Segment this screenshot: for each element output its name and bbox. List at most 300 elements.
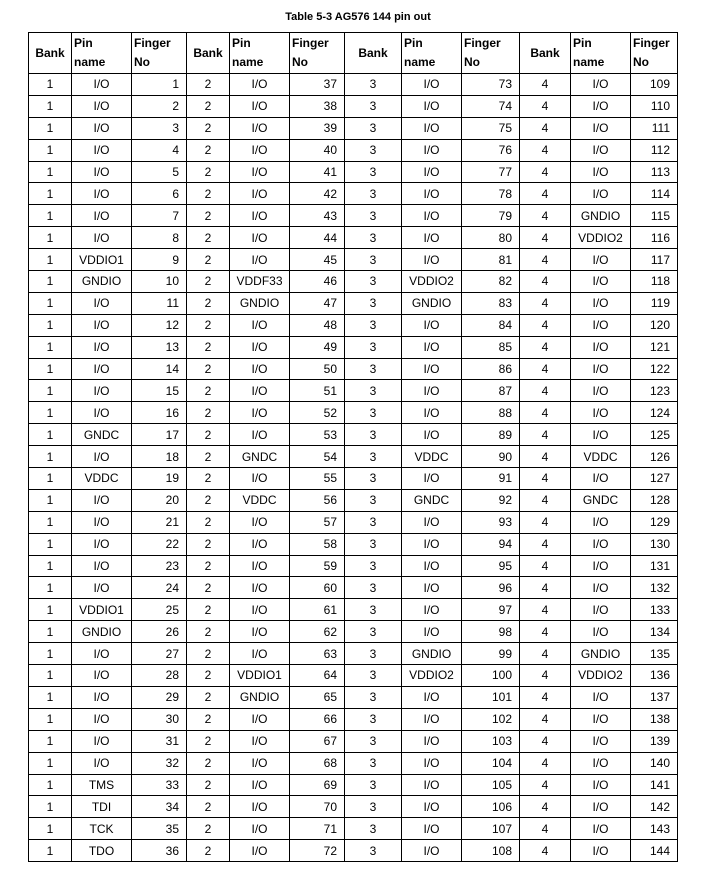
finger-no-cell: 101 xyxy=(462,686,520,708)
finger-no-cell: 46 xyxy=(290,271,345,293)
finger-no-cell: 95 xyxy=(462,555,520,577)
finger-no-cell: 13 xyxy=(132,336,187,358)
pin-name-cell: I/O xyxy=(402,774,462,796)
bank-cell: 4 xyxy=(520,74,571,96)
table-row xyxy=(29,555,678,577)
pin-name-cell: I/O xyxy=(402,577,462,599)
bank-cell: 1 xyxy=(29,468,72,490)
bank-cell: 3 xyxy=(345,533,402,555)
pin-name-cell: GNDC xyxy=(230,446,290,468)
pin-name-cell: I/O xyxy=(402,314,462,336)
finger-no-cell: 33 xyxy=(132,774,187,796)
finger-no-cell: 68 xyxy=(290,752,345,774)
pin-name-cell: I/O xyxy=(571,577,631,599)
pin-name-cell: I/O xyxy=(230,511,290,533)
pin-name-cell: GNDC xyxy=(402,489,462,511)
bank-cell: 1 xyxy=(29,643,72,665)
table-row xyxy=(29,314,678,336)
finger-no-cell: 113 xyxy=(631,161,678,183)
finger-no-cell: 80 xyxy=(462,227,520,249)
bank-cell: 4 xyxy=(520,205,571,227)
bank-cell: 2 xyxy=(187,271,230,293)
finger-no-cell: 24 xyxy=(132,577,187,599)
header-bank: Bank xyxy=(29,33,72,74)
pin-name-cell: I/O xyxy=(230,796,290,818)
finger-no-cell: 18 xyxy=(132,446,187,468)
pin-name-cell: I/O xyxy=(571,95,631,117)
pin-name-cell: I/O xyxy=(72,161,132,183)
finger-no-cell: 53 xyxy=(290,424,345,446)
bank-cell: 4 xyxy=(520,818,571,840)
header-row xyxy=(29,33,678,74)
pin-name-cell: I/O xyxy=(72,139,132,161)
finger-no-cell: 54 xyxy=(290,446,345,468)
bank-cell: 3 xyxy=(345,139,402,161)
bank-cell: 2 xyxy=(187,117,230,139)
bank-cell: 4 xyxy=(520,249,571,271)
finger-no-cell: 124 xyxy=(631,402,678,424)
finger-no-cell: 107 xyxy=(462,818,520,840)
finger-no-cell: 43 xyxy=(290,205,345,227)
finger-no-cell: 19 xyxy=(132,468,187,490)
pin-name-cell: VDDIO2 xyxy=(571,227,631,249)
pin-name-cell: I/O xyxy=(571,555,631,577)
pin-name-cell: I/O xyxy=(230,183,290,205)
finger-no-cell: 121 xyxy=(631,336,678,358)
finger-no-cell: 88 xyxy=(462,402,520,424)
bank-cell: 4 xyxy=(520,95,571,117)
finger-no-cell: 15 xyxy=(132,380,187,402)
bank-cell: 3 xyxy=(345,249,402,271)
finger-no-cell: 102 xyxy=(462,708,520,730)
finger-no-cell: 72 xyxy=(290,840,345,862)
pin-name-cell: I/O xyxy=(72,336,132,358)
pin-name-cell: I/O xyxy=(571,358,631,380)
finger-no-cell: 45 xyxy=(290,249,345,271)
table-row xyxy=(29,621,678,643)
bank-cell: 4 xyxy=(520,424,571,446)
pin-name-cell: I/O xyxy=(72,205,132,227)
table-row xyxy=(29,730,678,752)
pin-name-cell: I/O xyxy=(230,205,290,227)
finger-no-cell: 134 xyxy=(631,621,678,643)
bank-cell: 3 xyxy=(345,840,402,862)
finger-no-cell: 111 xyxy=(631,117,678,139)
table-caption: Table 5-3 AG576 144 pin out xyxy=(285,11,431,23)
bank-cell: 1 xyxy=(29,818,72,840)
table-row xyxy=(29,643,678,665)
table-row xyxy=(29,336,678,358)
finger-no-cell: 130 xyxy=(631,533,678,555)
bank-cell: 3 xyxy=(345,643,402,665)
pin-name-cell: I/O xyxy=(571,511,631,533)
pin-name-cell: VDDC xyxy=(571,446,631,468)
bank-cell: 3 xyxy=(345,686,402,708)
pin-name-cell: I/O xyxy=(402,424,462,446)
bank-cell: 1 xyxy=(29,74,72,96)
bank-cell: 1 xyxy=(29,314,72,336)
pin-name-cell: I/O xyxy=(402,621,462,643)
finger-no-cell: 39 xyxy=(290,117,345,139)
pin-name-cell: I/O xyxy=(230,555,290,577)
pin-name-cell: I/O xyxy=(72,380,132,402)
bank-cell: 4 xyxy=(520,752,571,774)
finger-no-cell: 16 xyxy=(132,402,187,424)
finger-no-cell: 6 xyxy=(132,183,187,205)
bank-cell: 3 xyxy=(345,621,402,643)
pin-name-cell: GNDC xyxy=(72,424,132,446)
bank-cell: 2 xyxy=(187,446,230,468)
finger-no-cell: 59 xyxy=(290,555,345,577)
pin-name-cell: I/O xyxy=(571,161,631,183)
pin-name-cell: I/O xyxy=(402,468,462,490)
finger-no-cell: 21 xyxy=(132,511,187,533)
pin-name-cell: VDDIO1 xyxy=(72,599,132,621)
pin-name-cell: I/O xyxy=(571,314,631,336)
finger-no-cell: 99 xyxy=(462,643,520,665)
pin-name-cell: I/O xyxy=(571,533,631,555)
pin-name-cell: VDDIO1 xyxy=(230,665,290,687)
bank-cell: 4 xyxy=(520,139,571,161)
pin-name-cell: I/O xyxy=(72,95,132,117)
finger-no-cell: 12 xyxy=(132,314,187,336)
finger-no-cell: 139 xyxy=(631,730,678,752)
finger-no-cell: 55 xyxy=(290,468,345,490)
bank-cell: 1 xyxy=(29,533,72,555)
pin-name-cell: I/O xyxy=(571,117,631,139)
bank-cell: 2 xyxy=(187,730,230,752)
finger-no-cell: 1 xyxy=(132,74,187,96)
header-finger-line1: Finger xyxy=(134,36,171,50)
bank-cell: 3 xyxy=(345,577,402,599)
pin-name-cell: VDDC xyxy=(230,489,290,511)
finger-no-cell: 117 xyxy=(631,249,678,271)
finger-no-cell: 47 xyxy=(290,292,345,314)
table-row xyxy=(29,249,678,271)
pin-name-cell: I/O xyxy=(402,117,462,139)
bank-cell: 2 xyxy=(187,818,230,840)
bank-cell: 2 xyxy=(187,752,230,774)
bank-cell: 1 xyxy=(29,511,72,533)
bank-cell: 3 xyxy=(345,292,402,314)
pin-name-cell: I/O xyxy=(230,533,290,555)
bank-cell: 3 xyxy=(345,95,402,117)
bank-cell: 1 xyxy=(29,577,72,599)
bank-cell: 4 xyxy=(520,161,571,183)
bank-cell: 4 xyxy=(520,665,571,687)
pin-name-cell: I/O xyxy=(402,161,462,183)
pin-name-cell: I/O xyxy=(402,74,462,96)
finger-no-cell: 23 xyxy=(132,555,187,577)
finger-no-cell: 40 xyxy=(290,139,345,161)
bank-cell: 4 xyxy=(520,446,571,468)
bank-cell: 3 xyxy=(345,752,402,774)
bank-cell: 1 xyxy=(29,271,72,293)
bank-cell: 4 xyxy=(520,577,571,599)
pin-name-cell: I/O xyxy=(230,380,290,402)
bank-cell: 2 xyxy=(187,468,230,490)
finger-no-cell: 83 xyxy=(462,292,520,314)
finger-no-cell: 20 xyxy=(132,489,187,511)
header-finger-line2: No xyxy=(292,55,308,69)
pin-name-cell: I/O xyxy=(571,468,631,490)
finger-no-cell: 144 xyxy=(631,840,678,862)
pin-name-cell: I/O xyxy=(571,74,631,96)
finger-no-cell: 108 xyxy=(462,840,520,862)
finger-no-cell: 48 xyxy=(290,314,345,336)
bank-cell: 3 xyxy=(345,183,402,205)
bank-cell: 3 xyxy=(345,818,402,840)
pin-name-cell: I/O xyxy=(230,161,290,183)
finger-no-cell: 104 xyxy=(462,752,520,774)
pin-name-cell: I/O xyxy=(230,708,290,730)
pin-name-cell: I/O xyxy=(571,708,631,730)
finger-no-cell: 92 xyxy=(462,489,520,511)
finger-no-cell: 137 xyxy=(631,686,678,708)
pin-name-cell: I/O xyxy=(402,708,462,730)
finger-no-cell: 42 xyxy=(290,183,345,205)
table-row xyxy=(29,468,678,490)
table-row xyxy=(29,840,678,862)
pin-name-cell: I/O xyxy=(571,139,631,161)
bank-cell: 3 xyxy=(345,380,402,402)
finger-no-cell: 129 xyxy=(631,511,678,533)
bank-cell: 1 xyxy=(29,555,72,577)
table-row xyxy=(29,577,678,599)
finger-no-cell: 82 xyxy=(462,271,520,293)
finger-no-cell: 115 xyxy=(631,205,678,227)
bank-cell: 2 xyxy=(187,643,230,665)
finger-no-cell: 87 xyxy=(462,380,520,402)
table-row xyxy=(29,446,678,468)
pin-name-cell: I/O xyxy=(571,752,631,774)
pin-name-cell: I/O xyxy=(402,686,462,708)
finger-no-cell: 96 xyxy=(462,577,520,599)
bank-cell: 2 xyxy=(187,555,230,577)
header-finger-line1: Finger xyxy=(292,36,329,50)
bank-cell: 1 xyxy=(29,117,72,139)
header-finger-no xyxy=(290,33,345,74)
finger-no-cell: 89 xyxy=(462,424,520,446)
pin-name-cell: I/O xyxy=(230,139,290,161)
table-row xyxy=(29,74,678,96)
pin-name-cell: I/O xyxy=(72,665,132,687)
bank-cell: 1 xyxy=(29,95,72,117)
pin-name-cell: I/O xyxy=(402,840,462,862)
finger-no-cell: 65 xyxy=(290,686,345,708)
bank-cell: 2 xyxy=(187,249,230,271)
bank-cell: 4 xyxy=(520,511,571,533)
pin-name-cell: I/O xyxy=(571,336,631,358)
bank-cell: 3 xyxy=(345,117,402,139)
header-pin-name xyxy=(571,33,631,74)
finger-no-cell: 17 xyxy=(132,424,187,446)
table-row xyxy=(29,686,678,708)
pin-name-cell: GNDIO xyxy=(402,643,462,665)
finger-no-cell: 91 xyxy=(462,468,520,490)
bank-cell: 4 xyxy=(520,840,571,862)
finger-no-cell: 62 xyxy=(290,621,345,643)
finger-no-cell: 36 xyxy=(132,840,187,862)
pin-name-cell: I/O xyxy=(72,227,132,249)
header-finger-line1: Finger xyxy=(464,36,501,50)
bank-cell: 1 xyxy=(29,139,72,161)
pin-name-cell: I/O xyxy=(402,796,462,818)
bank-cell: 4 xyxy=(520,730,571,752)
bank-cell: 4 xyxy=(520,358,571,380)
pin-name-cell: I/O xyxy=(72,183,132,205)
finger-no-cell: 106 xyxy=(462,796,520,818)
finger-no-cell: 5 xyxy=(132,161,187,183)
bank-cell: 4 xyxy=(520,796,571,818)
bank-cell: 2 xyxy=(187,708,230,730)
pin-name-cell: I/O xyxy=(72,555,132,577)
table-row xyxy=(29,511,678,533)
finger-no-cell: 84 xyxy=(462,314,520,336)
bank-cell: 3 xyxy=(345,708,402,730)
pin-name-cell: I/O xyxy=(571,249,631,271)
bank-cell: 1 xyxy=(29,336,72,358)
finger-no-cell: 49 xyxy=(290,336,345,358)
finger-no-cell: 76 xyxy=(462,139,520,161)
finger-no-cell: 73 xyxy=(462,74,520,96)
finger-no-cell: 50 xyxy=(290,358,345,380)
table-row xyxy=(29,139,678,161)
finger-no-cell: 41 xyxy=(290,161,345,183)
bank-cell: 1 xyxy=(29,446,72,468)
finger-no-cell: 142 xyxy=(631,796,678,818)
bank-cell: 2 xyxy=(187,205,230,227)
bank-cell: 4 xyxy=(520,468,571,490)
pin-name-cell: I/O xyxy=(402,139,462,161)
bank-cell: 3 xyxy=(345,161,402,183)
finger-no-cell: 98 xyxy=(462,621,520,643)
bank-cell: 2 xyxy=(187,796,230,818)
finger-no-cell: 125 xyxy=(631,424,678,446)
pin-name-cell: I/O xyxy=(402,227,462,249)
finger-no-cell: 136 xyxy=(631,665,678,687)
pin-name-cell: I/O xyxy=(402,752,462,774)
bank-cell: 1 xyxy=(29,599,72,621)
bank-cell: 3 xyxy=(345,336,402,358)
header-pin-line2: name xyxy=(74,55,106,69)
finger-no-cell: 27 xyxy=(132,643,187,665)
pin-name-cell: I/O xyxy=(230,840,290,862)
pin-name-cell: I/O xyxy=(230,468,290,490)
pin-name-cell: I/O xyxy=(571,292,631,314)
finger-no-cell: 78 xyxy=(462,183,520,205)
pin-name-cell: I/O xyxy=(72,314,132,336)
bank-cell: 1 xyxy=(29,708,72,730)
table-row xyxy=(29,708,678,730)
pinout-table xyxy=(28,32,678,862)
pin-name-cell: I/O xyxy=(402,183,462,205)
pin-name-cell: I/O xyxy=(402,380,462,402)
pin-name-cell: I/O xyxy=(72,358,132,380)
pin-name-cell: I/O xyxy=(571,796,631,818)
finger-no-cell: 123 xyxy=(631,380,678,402)
bank-cell: 4 xyxy=(520,489,571,511)
header-finger-no xyxy=(462,33,520,74)
header-pin-name xyxy=(72,33,132,74)
header-finger-line1: Finger xyxy=(633,36,670,50)
finger-no-cell: 37 xyxy=(290,74,345,96)
bank-cell: 1 xyxy=(29,161,72,183)
bank-cell: 4 xyxy=(520,599,571,621)
bank-cell: 4 xyxy=(520,686,571,708)
pin-name-cell: I/O xyxy=(230,117,290,139)
bank-cell: 1 xyxy=(29,402,72,424)
pin-name-cell: VDDIO1 xyxy=(72,249,132,271)
bank-cell: 1 xyxy=(29,840,72,862)
table-row xyxy=(29,665,678,687)
table-row xyxy=(29,117,678,139)
finger-no-cell: 44 xyxy=(290,227,345,249)
finger-no-cell: 69 xyxy=(290,774,345,796)
bank-cell: 2 xyxy=(187,380,230,402)
bank-cell: 3 xyxy=(345,358,402,380)
finger-no-cell: 34 xyxy=(132,796,187,818)
bank-cell: 2 xyxy=(187,511,230,533)
pin-name-cell: I/O xyxy=(72,117,132,139)
table-row xyxy=(29,489,678,511)
finger-no-cell: 93 xyxy=(462,511,520,533)
finger-no-cell: 56 xyxy=(290,489,345,511)
pin-name-cell: I/O xyxy=(571,621,631,643)
finger-no-cell: 66 xyxy=(290,708,345,730)
header-pin-name xyxy=(402,33,462,74)
finger-no-cell: 135 xyxy=(631,643,678,665)
bank-cell: 1 xyxy=(29,205,72,227)
header-pin-line1: Pin xyxy=(74,36,93,50)
table-row xyxy=(29,752,678,774)
pin-name-cell: I/O xyxy=(230,818,290,840)
bank-cell: 1 xyxy=(29,292,72,314)
pin-name-cell: I/O xyxy=(571,599,631,621)
pin-name-cell: I/O xyxy=(72,446,132,468)
pin-name-cell: I/O xyxy=(402,555,462,577)
finger-no-cell: 26 xyxy=(132,621,187,643)
pin-name-cell: I/O xyxy=(72,292,132,314)
bank-cell: 4 xyxy=(520,117,571,139)
pin-name-cell: I/O xyxy=(230,643,290,665)
pin-name-cell: GNDIO xyxy=(402,292,462,314)
table-row xyxy=(29,818,678,840)
finger-no-cell: 85 xyxy=(462,336,520,358)
pin-name-cell: I/O xyxy=(230,358,290,380)
pin-name-cell: VDDIO2 xyxy=(402,665,462,687)
pin-name-cell: I/O xyxy=(230,74,290,96)
finger-no-cell: 58 xyxy=(290,533,345,555)
bank-cell: 3 xyxy=(345,271,402,293)
pin-name-cell: I/O xyxy=(402,205,462,227)
pin-name-cell: I/O xyxy=(230,227,290,249)
pin-name-cell: I/O xyxy=(72,402,132,424)
finger-no-cell: 105 xyxy=(462,774,520,796)
finger-no-cell: 3 xyxy=(132,117,187,139)
bank-cell: 3 xyxy=(345,796,402,818)
bank-cell: 3 xyxy=(345,489,402,511)
pin-name-cell: GNDC xyxy=(571,489,631,511)
finger-no-cell: 10 xyxy=(132,271,187,293)
bank-cell: 4 xyxy=(520,643,571,665)
pin-name-cell: I/O xyxy=(230,402,290,424)
finger-no-cell: 112 xyxy=(631,139,678,161)
table-row xyxy=(29,161,678,183)
pin-name-cell: GNDIO xyxy=(72,621,132,643)
finger-no-cell: 30 xyxy=(132,708,187,730)
bank-cell: 4 xyxy=(520,402,571,424)
